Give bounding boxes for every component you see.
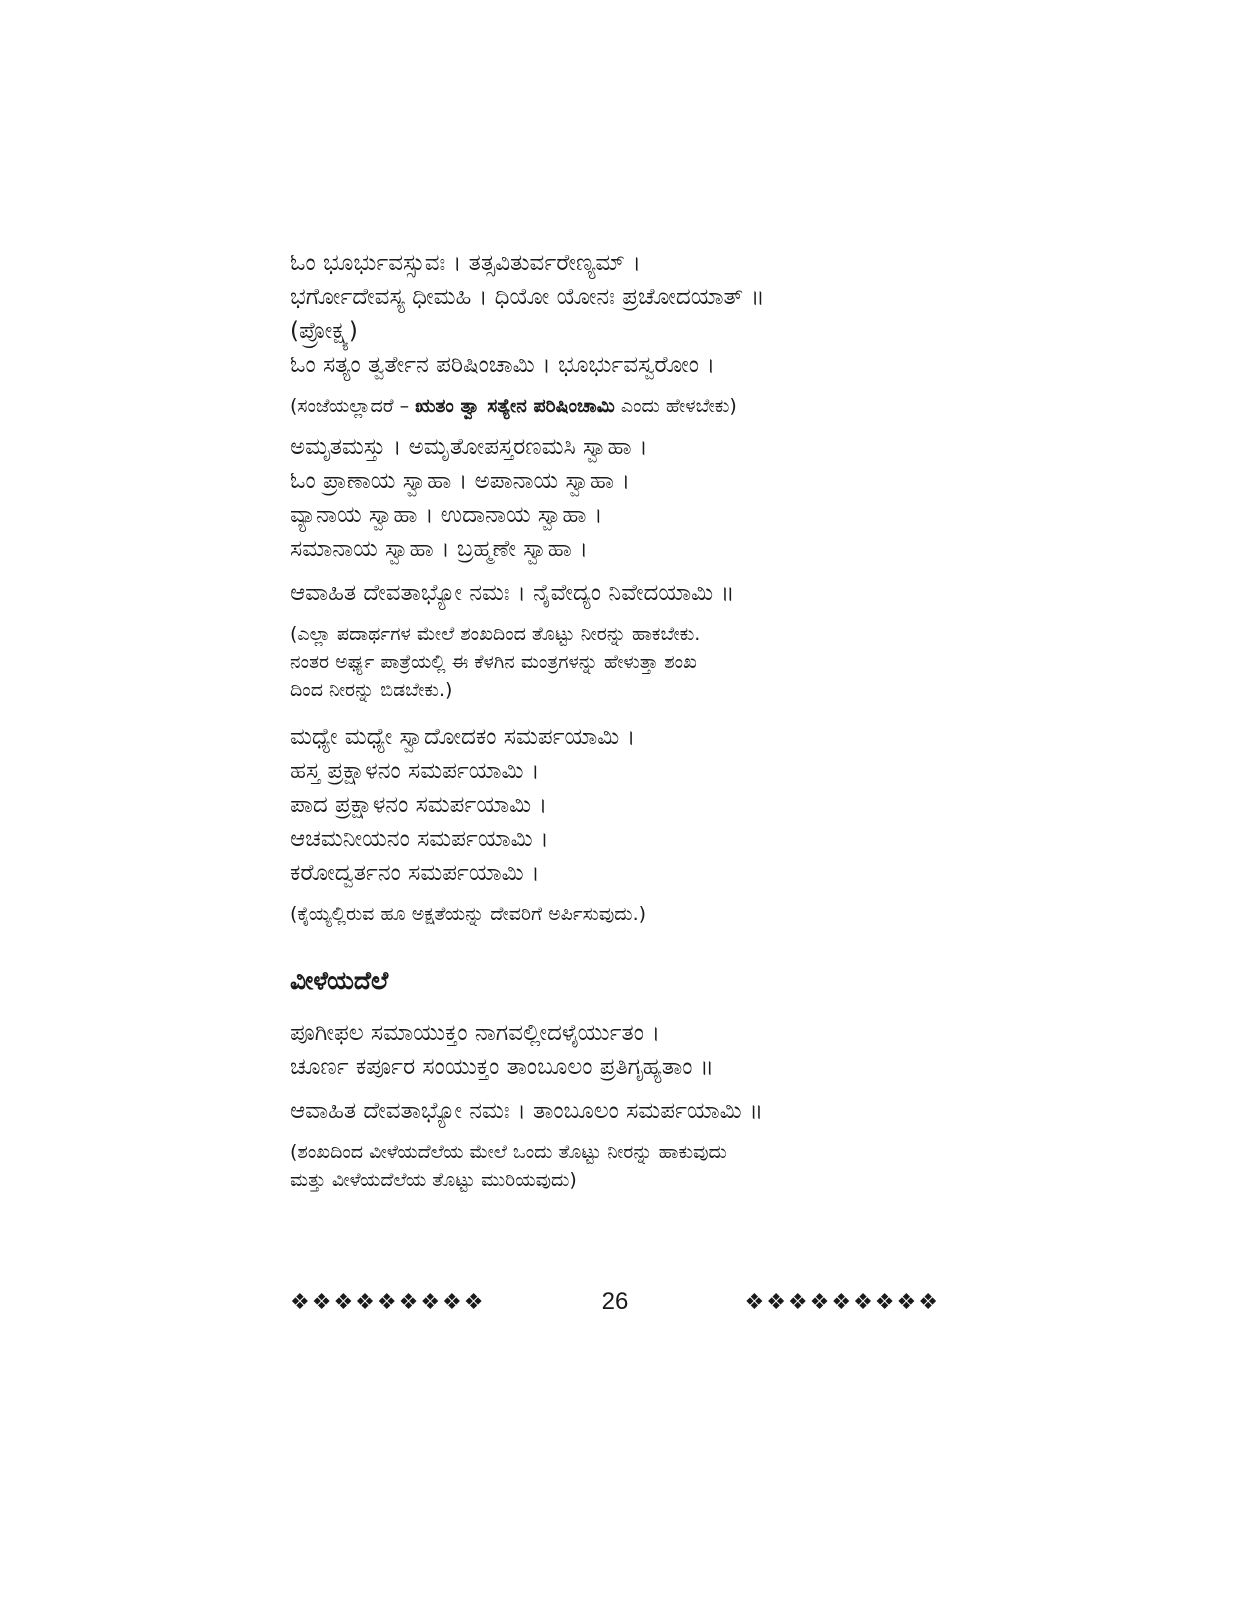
note-line: (ಶಂಖದಿಂದ ವೀಳೆಯದೆಲೆಯ ಮೇಲೆ ಒಂದು ತೊಟ್ಟು ನೀರನ್ನು ಹಾಕುವುದು [290, 1141, 727, 1163]
verse-line: ಸಮಾನಾಯ ಸ್ವಾಹಾ । ಬ್ರಹ್ಮಣೇ ಸ್ವಾಹಾ । [290, 536, 588, 562]
verse-line: ಮಧ್ಯೇ ಮಧ್ಯೇ ಸ್ವಾದೋದಕಂ ಸಮರ್ಪಯಾಮಿ । [290, 724, 636, 750]
ornament-right: ❖❖❖❖❖❖❖❖❖ [744, 1289, 940, 1315]
verse-line: ಕರೋದ್ವರ್ತನಂ ಸಮರ್ಪಯಾಮಿ । [290, 860, 540, 886]
mantra-block-prana [290, 430, 990, 566]
mantra-block-tambula [290, 1016, 990, 1084]
verse-line-tambula-offer: ಆವಾಹಿತ ದೇವತಾಭ್ಯೋ ನಮಃ । ತಾಂಬೂಲಂ ಸಮರ್ಪಯಾಮಿ ॥ [290, 1098, 763, 1124]
instruction-note-evening [290, 392, 990, 420]
verse-line: ಅಮೃತಮಸ್ತು । ಅಮೃತೋಪಸ್ತರಣಮಸಿ ಸ್ವಾಹಾ । [290, 434, 648, 460]
ornament-left: ❖❖❖❖❖❖❖❖❖ [290, 1289, 486, 1315]
mantra-block-samarpayami [290, 720, 990, 890]
note-line: (ಎಲ್ಲಾ ಪದಾರ್ಥಗಳ ಮೇಲೆ ಶಂಖದಿಂದ ತೊಟ್ಟು ನೀರನ್ನು ಹಾಕಬೇಕು. [290, 623, 701, 645]
page-footer [290, 1288, 940, 1316]
note-line: ನಂತರ ಅರ್ಘ್ಯ ಪಾತ್ರೆಯಲ್ಲಿ ಈ ಕೆಳಗಿನ ಮಂತ್ರಗಳನ್ನು ಹೇಳುತ್ತಾ ಶಂಖ [290, 651, 697, 673]
verse-line: ಹಸ್ತ ಪ್ರಕ್ಷಾಳನಂ ಸಮರ್ಪಯಾಮಿ । [290, 758, 540, 784]
instruction-note-betel [290, 1138, 990, 1194]
page-content [290, 246, 990, 1194]
verse-line-naivedya: ಆವಾಹಿತ ದೇವತಾಭ್ಯೋ ನಮಃ । ನೈವೇದ್ಯಂ ನಿವೇದಯಾಮಿ ॥ [290, 580, 735, 606]
verse-line: ಓಂ ಸತ್ಯಂ ತ್ವರ್ತೇನ ಪರಿಷಿಂಚಾಮಿ । ಭೂರ್ಭುವಸ್ವರೋಂ । [290, 352, 716, 378]
note-bold-mantra: ಋತಂ ತ್ವಾ ಸತ್ಯೇನ ಪರಿಷಿಂಚಾಮಿ [415, 395, 615, 417]
note-line: ದಿಂದ ನೀರನ್ನು ಬಿಡಬೇಕು.) [290, 679, 453, 701]
instruction-note-water [290, 620, 990, 704]
verse-line: ವ್ಯಾನಾಯ ಸ್ವಾಹಾ । ಉದಾನಾಯ ಸ್ವಾಹಾ । [290, 502, 603, 528]
verse-line: ಪೂಗೀಫಲ ಸಮಾಯುಕ್ತಂ ನಾಗವಲ್ಲೀದಳೈರ್ಯುತಂ । [290, 1020, 660, 1046]
verse-line: ಪಾದ ಪ್ರಕ್ಷಾಳನಂ ಸಮರ್ಪಯಾಮಿ । [290, 792, 548, 818]
verse-line: (ಪ್ರೋಕ್ಷ್ಯ) [290, 318, 358, 344]
verse-line: ಆಚಮನೀಯನಂ ಸಮರ್ಪಯಾಮಿ । [290, 826, 549, 852]
verse-line: ಭರ್ಗೋದೇವಸ್ಯ ಧೀಮಹಿ । ಧಿಯೋ ಯೋನಃ ಪ್ರಚೋದಯಾತ್ ॥ [290, 284, 765, 310]
note-prefix: (ಸಂಜೆಯಲ್ಲಾದರೆ – [290, 395, 416, 417]
verse-line: ಚೂರ್ಣ ಕರ್ಪೂರ ಸಂಯುಕ್ತಂ ತಾಂಬೂಲಂ ಪ್ರತಿಗೃಹ್ಯತಾಂ ॥ [290, 1054, 714, 1080]
note-line: ಮತ್ತು ವೀಳೆಯದೆಲೆಯ ತೊಟ್ಟು ಮುರಿಯವುದು) [290, 1169, 577, 1191]
instruction-note-flowers: (ಕೈಯ್ಯಲ್ಲಿರುವ ಹೂ ಅಕ್ಷತೆಯನ್ನು ದೇವರಿಗೆ ಅರ್ಪಿಸುವುದು.) [290, 903, 647, 925]
note-suffix: ಎಂದು ಹೇಳಬೇಕು) [614, 395, 737, 417]
verse-line: ಓಂ ಭೂರ್ಭುವಸ್ಸುವಃ । ತತ್ಸವಿತುರ್ವರೇಣ್ಯಮ್ । [290, 250, 641, 276]
page-number: 26 [601, 1288, 629, 1315]
mantra-block-gayatri [290, 246, 990, 382]
section-heading: ವೀಳೆಯದೆಲೆ [290, 966, 389, 995]
verse-line: ಓಂ ಪ್ರಾಣಾಯ ಸ್ವಾಹಾ । ಅಪಾನಾಯ ಸ್ವಾಹಾ । [290, 468, 631, 494]
